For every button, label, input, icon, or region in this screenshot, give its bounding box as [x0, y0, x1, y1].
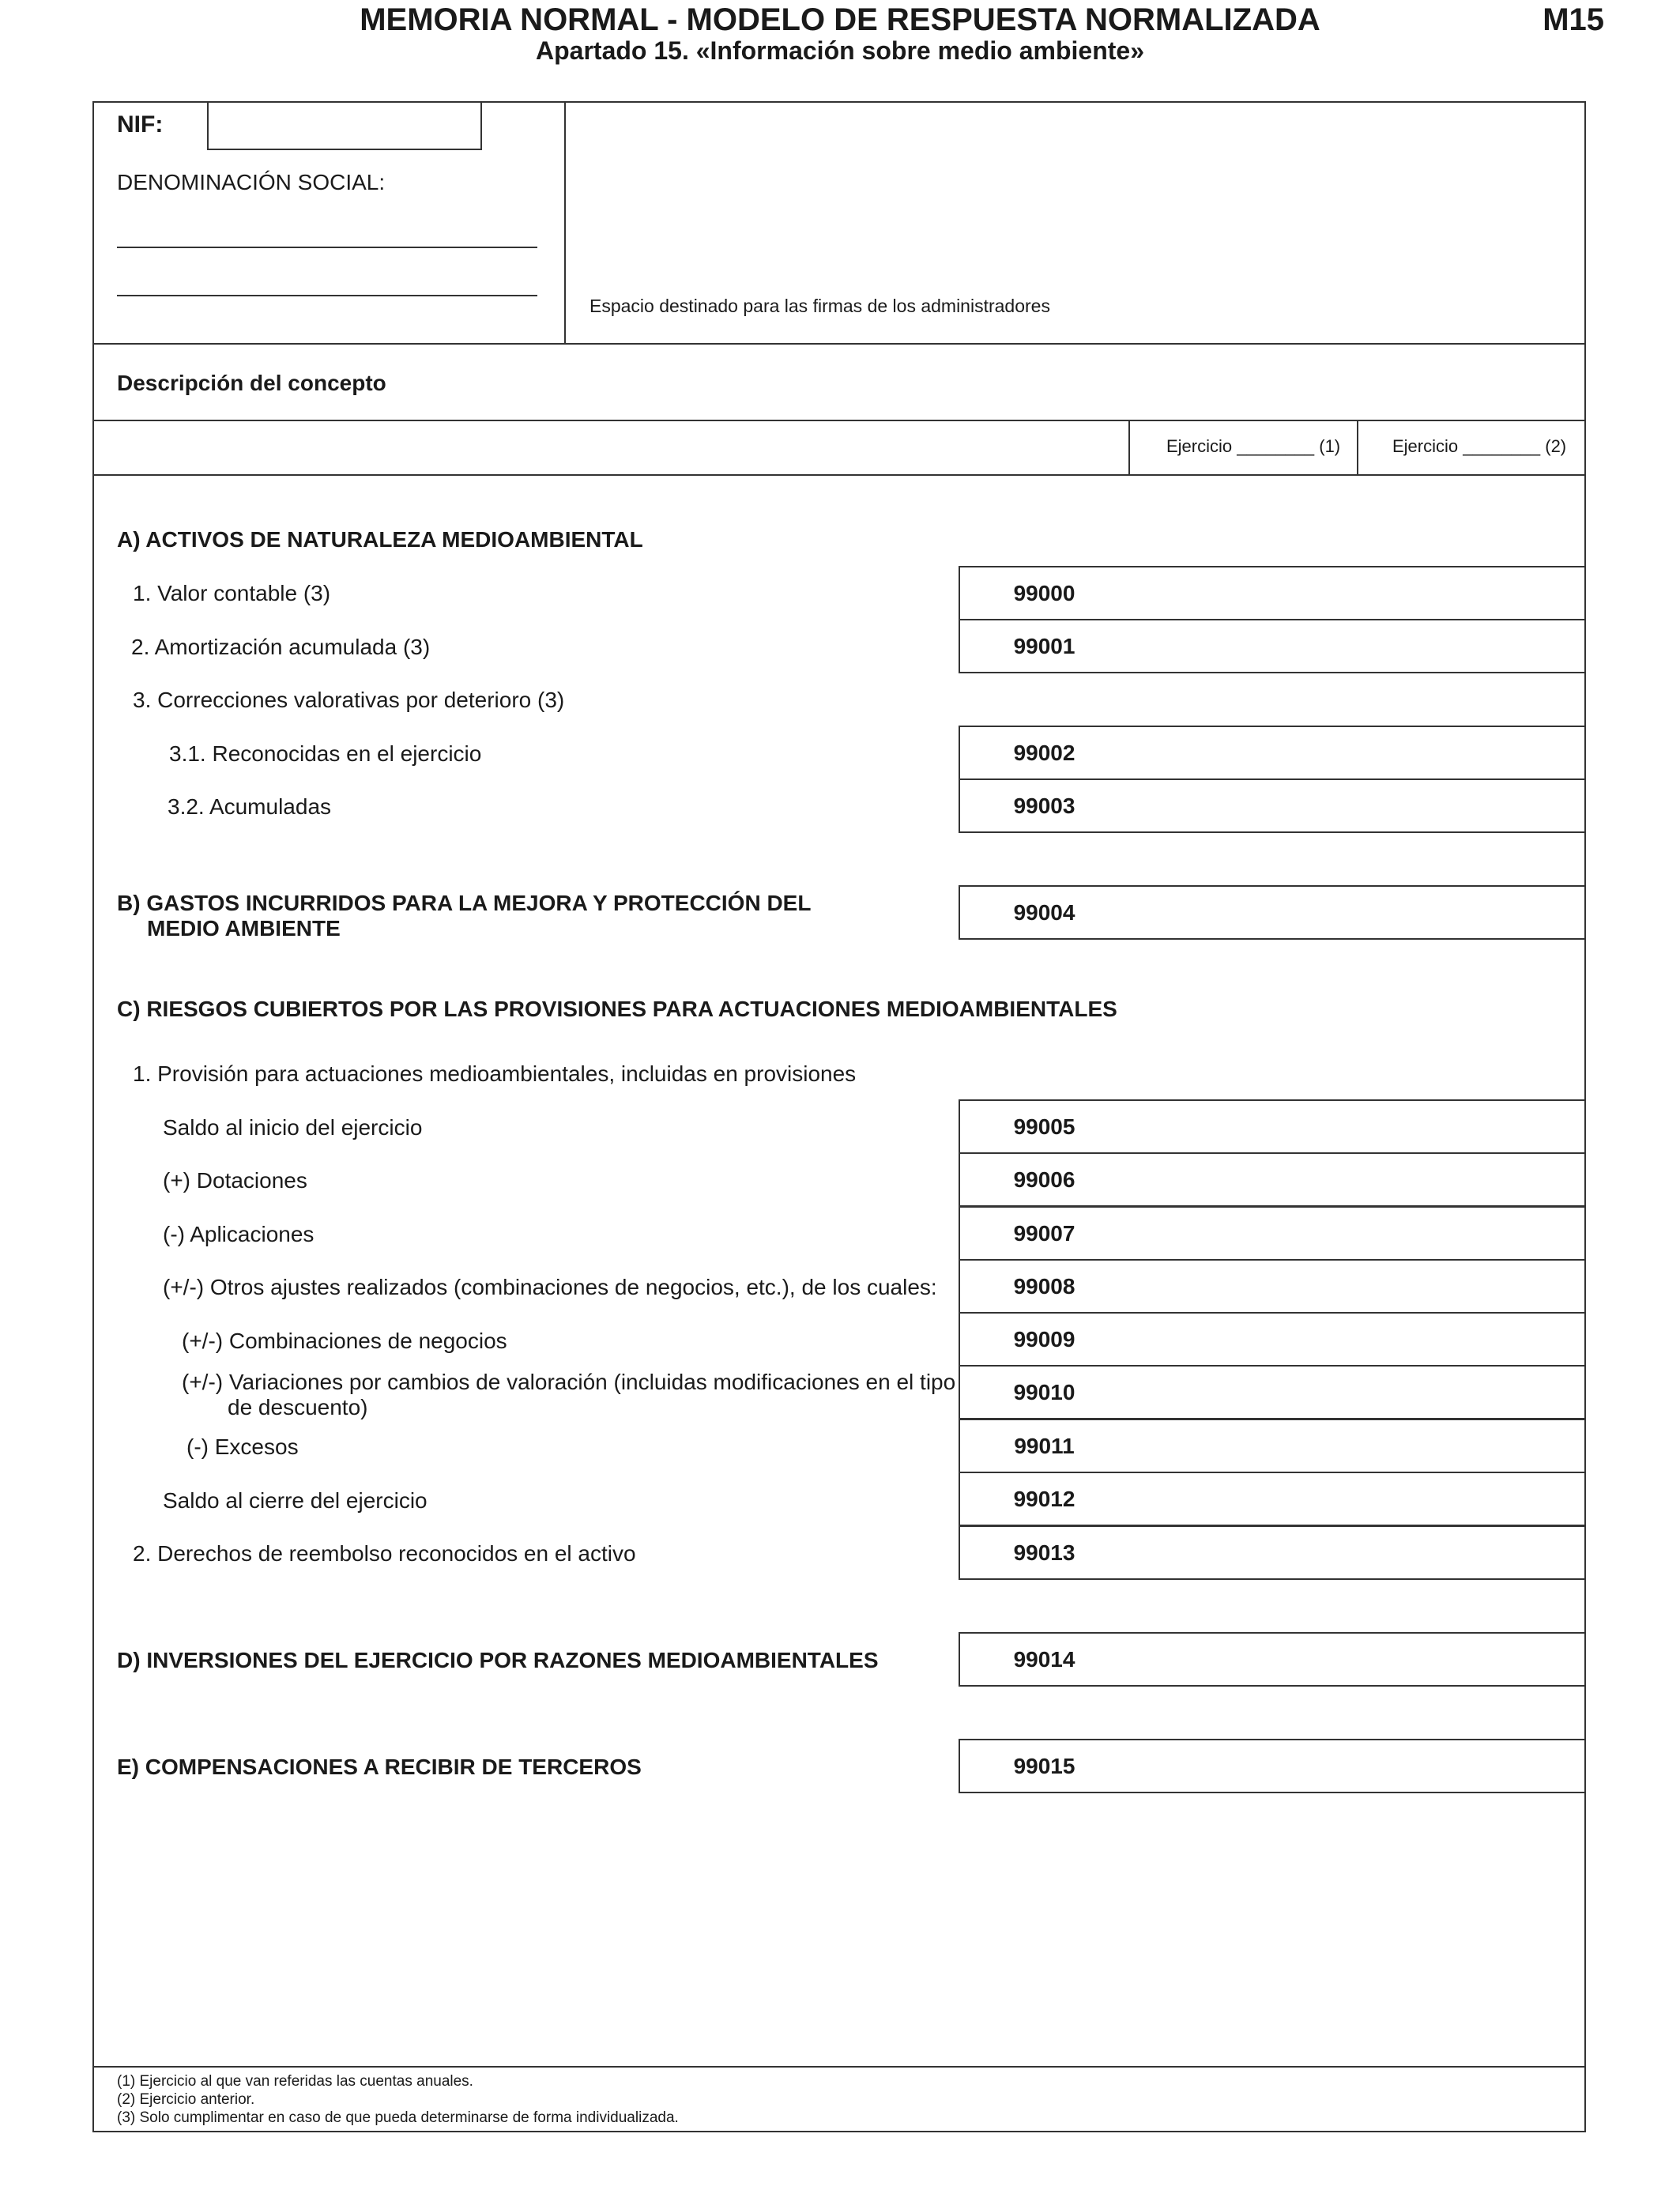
row-label-a3: 3. Correcciones valorativas por deterioro (3) [133, 688, 565, 712]
row-label: Saldo al inicio del ejercicio [163, 1115, 423, 1140]
denominacion-line-2[interactable] [117, 295, 537, 296]
row-code: 99000 [959, 566, 1130, 620]
value-ejercicio-2[interactable] [1357, 778, 1586, 833]
denominacion-label: DENOMINACIÓN SOCIAL: [117, 170, 386, 194]
section-b-title-line2: MEDIO AMBIENTE [147, 916, 341, 941]
row-code: 99006 [959, 1152, 1130, 1207]
value-ejercicio-1[interactable] [1128, 1259, 1358, 1314]
column-divider-2 [1357, 420, 1358, 475]
row-label: Saldo al cierre del ejercicio [163, 1488, 428, 1513]
section-e-title: E) COMPENSACIONES A RECIBIR DE TERCEROS [117, 1755, 642, 1779]
section-b-title: B) GASTOS INCURRIDOS PARA LA MEJORA Y PROTECCIÓN DEL [117, 891, 812, 915]
row-code: 99013 [959, 1525, 1130, 1580]
value-ejercicio-1[interactable] [1128, 1099, 1358, 1154]
row-code: 99012 [959, 1472, 1130, 1526]
value-ejercicio-1[interactable] [1128, 619, 1358, 673]
row-code: 99002 [959, 726, 1130, 780]
value-ejercicio-2[interactable] [1357, 619, 1586, 673]
value-ejercicio-2[interactable] [1357, 566, 1586, 620]
ejercicio-2-header: Ejercicio ________ (2) [1392, 436, 1567, 456]
value-ejercicio-2[interactable] [1357, 1419, 1586, 1473]
row-label: 3.2. Acumuladas [168, 794, 332, 819]
row-label: 3.1. Reconocidas en el ejercicio [169, 741, 482, 766]
row-label: (-) Excesos [186, 1434, 299, 1459]
value-ejercicio-1[interactable] [1128, 1472, 1358, 1526]
value-ejercicio-2[interactable] [1357, 1365, 1586, 1419]
row-label: 2. Derechos de reembolso reconocidos en el activo [133, 1541, 636, 1566]
signature-area[interactable] [566, 103, 1584, 285]
footnote-3: (3) Solo cumplimentar en caso de que pueda determinarse de forma individualizada. [117, 2109, 679, 2126]
value-ejercicio-2[interactable] [1357, 726, 1586, 780]
section-a-title: A) ACTIVOS DE NATURALEZA MEDIOAMBIENTAL [117, 527, 643, 552]
value-ejercicio-1[interactable] [1128, 1206, 1358, 1261]
value-ejercicio-2[interactable] [1357, 1099, 1586, 1154]
section-d-title: D) INVERSIONES DEL EJERCICIO POR RAZONES MEDIOAMBIENTALES [117, 1648, 879, 1672]
row-code: 99015 [959, 1739, 1130, 1793]
value-ejercicio-2[interactable] [1357, 1739, 1586, 1793]
row-label: (-) Aplicaciones [163, 1222, 315, 1246]
firmas-label: Espacio destinado para las firmas de los administradores [590, 296, 1050, 316]
row-label-c1: 1. Provisión para actuaciones medioambientales, incluidas en provisiones [133, 1061, 857, 1086]
value-ejercicio-1[interactable] [1128, 778, 1358, 833]
row-label: (+/-) Variaciones por cambios de valoración (incluidas modificaciones en el tipo [182, 1370, 956, 1394]
value-ejercicio-1[interactable] [1128, 885, 1358, 940]
row-label: (+/-) Combinaciones de negocios [182, 1329, 507, 1353]
row-code: 99007 [959, 1206, 1130, 1261]
row-code: 99001 [959, 619, 1130, 673]
denominacion-line-1[interactable] [117, 247, 537, 248]
column-divider-1 [1128, 420, 1130, 475]
section-c-title: C) RIESGOS CUBIERTOS POR LAS PROVISIONES PARA ACTUACIONES MEDIOAMBIENTALES [117, 997, 1117, 1021]
model-code: M15 [1543, 2, 1604, 37]
footnote-1: (1) Ejercicio al que van referidas las cuentas anuales. [117, 2073, 473, 2090]
divider-columns-top [92, 420, 1586, 421]
value-ejercicio-2[interactable] [1357, 1632, 1586, 1687]
row-code: 99008 [959, 1259, 1130, 1314]
footnote-2: (2) Ejercicio anterior. [117, 2091, 255, 2108]
ejercicio-1-header: Ejercicio ________ (1) [1166, 436, 1341, 456]
divider-columns-bottom [92, 474, 1586, 476]
row-code: 99011 [959, 1419, 1130, 1473]
divider-description-top [92, 343, 1586, 345]
row-label: (+) Dotaciones [163, 1168, 307, 1193]
value-ejercicio-1[interactable] [1128, 1739, 1358, 1793]
value-ejercicio-2[interactable] [1357, 1472, 1586, 1526]
form-subtitle: Apartado 15. «Información sobre medio ambiente» [536, 36, 1144, 65]
value-ejercicio-1[interactable] [1128, 1419, 1358, 1473]
row-label-continuation: de descuento) [228, 1395, 368, 1419]
row-code: 99010 [959, 1365, 1130, 1419]
value-ejercicio-1[interactable] [1128, 1525, 1358, 1580]
form-title: MEMORIA NORMAL - MODELO DE RESPUESTA NORMALIZADA [360, 2, 1320, 37]
value-ejercicio-2[interactable] [1357, 1206, 1586, 1261]
value-ejercicio-2[interactable] [1357, 885, 1586, 940]
concept-header: Descripción del concepto [117, 371, 386, 395]
nif-label: NIF: [117, 111, 164, 138]
value-ejercicio-2[interactable] [1357, 1525, 1586, 1580]
value-ejercicio-1[interactable] [1128, 566, 1358, 620]
nif-input[interactable] [207, 101, 482, 150]
value-ejercicio-2[interactable] [1357, 1312, 1586, 1367]
value-ejercicio-2[interactable] [1357, 1259, 1586, 1314]
value-ejercicio-1[interactable] [1128, 1365, 1358, 1419]
value-ejercicio-1[interactable] [1128, 726, 1358, 780]
row-code: 99009 [959, 1312, 1130, 1367]
row-label: 2. Amortización acumulada (3) [131, 635, 431, 659]
value-ejercicio-1[interactable] [1128, 1152, 1358, 1207]
row-label: 1. Valor contable (3) [133, 581, 331, 605]
row-code: 99014 [959, 1632, 1130, 1687]
footnote-divider [92, 2066, 1586, 2068]
row-code: 99005 [959, 1099, 1130, 1154]
value-ejercicio-2[interactable] [1357, 1152, 1586, 1207]
value-ejercicio-1[interactable] [1128, 1312, 1358, 1367]
value-ejercicio-1[interactable] [1128, 1632, 1358, 1687]
row-code: 99003 [959, 778, 1130, 833]
row-code: 99004 [959, 885, 1130, 940]
row-label: (+/-) Otros ajustes realizados (combinaciones de negocios, etc.), de los cuales: [163, 1275, 937, 1299]
